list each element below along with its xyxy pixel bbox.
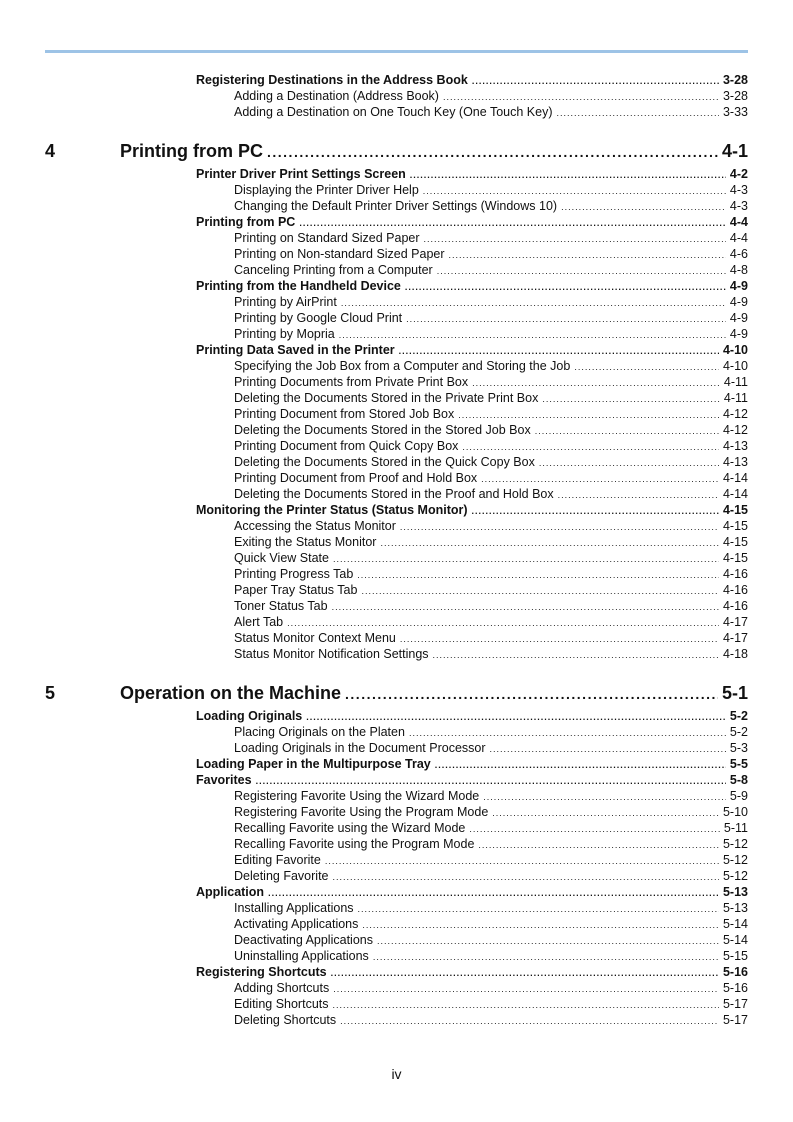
dot-leader: [561, 202, 726, 212]
toc-item[interactable]: [234, 997, 748, 1011]
toc-entry-title: Printing from PC: [120, 141, 263, 161]
toc-item[interactable]: [234, 631, 748, 645]
toc-section[interactable]: [196, 773, 748, 787]
toc-entry-page: 5-8: [729, 773, 748, 787]
toc-item[interactable]: [234, 789, 748, 803]
toc-entry-page: 4-15: [722, 519, 748, 533]
dot-leader: [373, 952, 719, 962]
toc-entry-page: 5-1: [721, 683, 748, 703]
toc-entry-page: 5-10: [722, 805, 748, 819]
toc-item[interactable]: [234, 391, 748, 405]
dot-leader: [357, 570, 719, 580]
toc-entry-title: Deleting Favorite: [234, 869, 329, 883]
toc-entry-page: 4-10: [722, 359, 748, 373]
toc-entry-page: 4-3: [729, 199, 748, 213]
toc-item[interactable]: [234, 837, 748, 851]
toc-entry-page: 4-1: [721, 141, 748, 161]
toc-entry-page: 4-6: [729, 247, 748, 261]
toc-entry-title: Deleting the Documents Stored in the Proof and Hold Box: [234, 487, 554, 501]
toc-entry-title: Printing by Google Cloud Print: [234, 311, 403, 325]
dot-leader: [339, 330, 726, 340]
dot-leader: [362, 920, 719, 930]
dot-leader: [400, 634, 719, 644]
toc-section[interactable]: [196, 215, 748, 229]
toc-entry-page: 4-16: [722, 599, 748, 613]
toc-item[interactable]: [234, 949, 748, 963]
toc-entry-title: Registering Destinations in the Address Book: [196, 73, 468, 87]
toc-item[interactable]: [234, 183, 748, 197]
toc-item[interactable]: [234, 231, 748, 245]
toc-entry-page: 5-14: [722, 917, 748, 931]
dot-leader: [341, 298, 726, 308]
toc-item[interactable]: [234, 455, 748, 469]
toc-section[interactable]: [196, 279, 748, 293]
toc-entry-page: 4-18: [722, 647, 748, 661]
toc-entry-page: 4-4: [729, 215, 748, 229]
toc-item[interactable]: [234, 725, 748, 739]
dot-leader: [574, 362, 719, 372]
dot-leader: [256, 776, 726, 786]
header-rule: [45, 50, 748, 53]
toc-entry-title: Printing by AirPrint: [234, 295, 337, 309]
toc-item[interactable]: [234, 407, 748, 421]
toc-entry-page: 5-14: [722, 933, 748, 947]
dot-leader: [437, 266, 726, 276]
toc-entry-title: Deleting Shortcuts: [234, 1013, 337, 1027]
toc-section[interactable]: [196, 885, 748, 899]
toc-entry-page: 4-11: [723, 375, 748, 389]
chapter-number: 4: [45, 141, 56, 161]
toc-entry-page: 5-15: [722, 949, 748, 963]
dot-leader: [306, 712, 726, 722]
dot-leader: [268, 888, 719, 898]
toc-chapter[interactable]: [120, 141, 748, 162]
toc-entry-title: Printing Progress Tab: [234, 567, 354, 581]
dot-leader: [400, 522, 719, 532]
toc-entry-page: 4-15: [722, 551, 748, 565]
dot-leader: [423, 186, 726, 196]
toc-item[interactable]: [234, 375, 748, 389]
toc-entry-page: 4-15: [722, 535, 748, 549]
dot-leader: [299, 218, 726, 228]
toc-entry-title: Quick View State: [234, 551, 329, 565]
toc-entry-page: 3-28: [722, 89, 748, 103]
toc-entry-title: Paper Tray Status Tab: [234, 583, 358, 597]
dot-leader: [409, 728, 726, 738]
dot-leader: [333, 1000, 719, 1010]
dot-leader: [267, 144, 718, 160]
toc-entry-page: 4-13: [722, 439, 748, 453]
toc-entry-page: 5-12: [722, 837, 748, 851]
toc-item[interactable]: [234, 295, 748, 309]
toc-entry-page: 5-17: [722, 1013, 748, 1027]
toc-entry-title: Loading Originals in the Document Processor: [234, 741, 486, 755]
toc-entry-page: 3-28: [722, 73, 748, 87]
toc-entry-title: Operation on the Machine: [120, 683, 342, 703]
dot-leader: [325, 856, 719, 866]
dot-leader: [558, 490, 719, 500]
toc-entry-page: 5-12: [722, 853, 748, 867]
toc-entry-title: Deleting the Documents Stored in the Private Print Box: [234, 391, 539, 405]
toc-entry-page: 5-16: [722, 981, 748, 995]
toc-entry-page: 5-2: [729, 725, 748, 739]
toc-item[interactable]: [234, 439, 748, 453]
toc-entry-title: Printing Document from Stored Job Box: [234, 407, 455, 421]
toc-entry-title: Adding a Destination (Address Book): [234, 89, 439, 103]
dot-leader: [358, 904, 719, 914]
toc-entry-title: Deactivating Applications: [234, 933, 373, 947]
dot-leader: [340, 1016, 719, 1026]
toc-item[interactable]: [234, 1013, 748, 1027]
toc-entry-title: Displaying the Printer Driver Help: [234, 183, 419, 197]
toc-item[interactable]: [234, 89, 748, 103]
chapter-number: 5: [45, 683, 56, 703]
toc-item[interactable]: [234, 423, 748, 437]
toc-entry-title: Alert Tab: [234, 615, 284, 629]
toc-item[interactable]: [234, 487, 748, 501]
toc-entry-page: 5-13: [722, 885, 748, 899]
toc-entry-title: Placing Originals on the Platen: [234, 725, 405, 739]
toc-item[interactable]: [234, 981, 748, 995]
toc-entry-page: 4-9: [729, 295, 748, 309]
toc-entry-title: Adding a Destination on One Touch Key (One Touch Key): [234, 105, 553, 119]
dot-leader: [377, 936, 719, 946]
dot-leader: [443, 92, 719, 102]
toc-entry-page: 5-9: [729, 789, 748, 803]
toc-entry-page: 4-14: [722, 487, 748, 501]
dot-leader: [380, 538, 719, 548]
toc-entry-page: 4-9: [729, 311, 748, 325]
toc-entry-title: Printing Data Saved in the Printer: [196, 343, 395, 357]
toc-item[interactable]: [234, 805, 748, 819]
toc-item[interactable]: [234, 311, 748, 325]
dot-leader: [333, 872, 719, 882]
toc-entry-title: Changing the Default Printer Driver Settings (Windows 10): [234, 199, 558, 213]
toc-entry-page: 4-16: [722, 583, 748, 597]
toc-entry-title: Printing on Non-standard Sized Paper: [234, 247, 445, 261]
toc-entry-page: 5-5: [729, 757, 748, 771]
toc-entry-title: Printing from the Handheld Device: [196, 279, 401, 293]
dot-leader: [410, 170, 726, 180]
toc-entry-title: Toner Status Tab: [234, 599, 328, 613]
toc-entry-title: Status Monitor Context Menu: [234, 631, 396, 645]
dot-leader: [333, 554, 719, 564]
dot-leader: [492, 808, 719, 818]
toc-entry-page: 5-17: [722, 997, 748, 1011]
toc-entry-title: Loading Paper in the Multipurpose Tray: [196, 757, 431, 771]
toc-item[interactable]: [234, 901, 748, 915]
toc-entry-title: Installing Applications: [234, 901, 354, 915]
toc-entry-title: Favorites: [196, 773, 252, 787]
toc-entry-page: 5-3: [729, 741, 748, 755]
toc-item[interactable]: [234, 535, 748, 549]
toc-entry-page: 4-8: [729, 263, 748, 277]
dot-leader: [472, 506, 719, 516]
dot-leader: [287, 618, 719, 628]
toc-item[interactable]: [234, 247, 748, 261]
toc-entry-page: 3-33: [722, 105, 748, 119]
toc-item[interactable]: [234, 917, 748, 931]
toc-entry-page: 5-16: [722, 965, 748, 979]
toc-item[interactable]: [234, 263, 748, 277]
toc-item[interactable]: [234, 615, 748, 629]
toc-entry-title: Registering Shortcuts: [196, 965, 327, 979]
toc-entry-title: Deleting the Documents Stored in the Stored Job Box: [234, 423, 531, 437]
dot-leader: [332, 602, 719, 612]
toc-entry-page: 4-16: [722, 567, 748, 581]
dot-leader: [345, 686, 718, 702]
toc-item[interactable]: [234, 471, 748, 485]
toc-item[interactable]: [234, 199, 748, 213]
toc-section[interactable]: [196, 757, 748, 771]
dot-leader: [472, 378, 720, 388]
dot-leader: [469, 824, 720, 834]
toc-entry-page: 4-3: [729, 183, 748, 197]
toc-entry-title: Monitoring the Printer Status (Status Monitor): [196, 503, 468, 517]
toc-item[interactable]: [234, 599, 748, 613]
dot-leader: [472, 76, 719, 86]
toc-entry-page: 4-10: [722, 343, 748, 357]
toc-entry-title: Uninstalling Applications: [234, 949, 369, 963]
toc-section[interactable]: [196, 167, 748, 181]
toc-item[interactable]: [234, 647, 748, 661]
toc-entry-title: Registering Favorite Using the Program Mode: [234, 805, 489, 819]
toc-entry-title: Printing Document from Quick Copy Box: [234, 439, 459, 453]
toc-entry-title: Adding Shortcuts: [234, 981, 330, 995]
dot-leader: [490, 744, 726, 754]
toc-item[interactable]: [234, 359, 748, 373]
dot-leader: [539, 458, 719, 468]
toc-section[interactable]: [196, 73, 748, 87]
dot-leader: [483, 792, 726, 802]
dot-leader: [361, 586, 719, 596]
toc-item[interactable]: [234, 519, 748, 533]
dot-leader: [331, 968, 719, 978]
toc-entry-title: Canceling Printing from a Computer: [234, 263, 433, 277]
toc-item[interactable]: [234, 551, 748, 565]
toc-item[interactable]: [234, 741, 748, 755]
toc-entry-title: Status Monitor Notification Settings: [234, 647, 429, 661]
toc-entry-page: 4-4: [729, 231, 748, 245]
toc-entry-title: Printing on Standard Sized Paper: [234, 231, 420, 245]
dot-leader: [399, 346, 719, 356]
dot-leader: [462, 442, 719, 452]
toc-entry-page: 4-15: [722, 503, 748, 517]
page-number: iv: [391, 1066, 402, 1082]
toc-entry-title: Exiting the Status Monitor: [234, 535, 377, 549]
dot-leader: [542, 394, 720, 404]
dot-leader: [435, 760, 726, 770]
dot-leader: [535, 426, 719, 436]
toc-item[interactable]: [234, 853, 748, 867]
toc-entry-page: 4-2: [729, 167, 748, 181]
toc-entry-title: Activating Applications: [234, 917, 359, 931]
toc-entry-title: Printing Document from Proof and Hold Box: [234, 471, 478, 485]
toc-entry-page: 5-11: [723, 821, 748, 835]
toc-section[interactable]: [196, 965, 748, 979]
toc-entry-title: Editing Shortcuts: [234, 997, 329, 1011]
dot-leader: [433, 650, 719, 660]
toc-item[interactable]: [234, 567, 748, 581]
toc-entry-title: Printing by Mopria: [234, 327, 335, 341]
toc-entry-title: Recalling Favorite using the Wizard Mode: [234, 821, 466, 835]
toc-entry-title: Recalling Favorite using the Program Mode: [234, 837, 475, 851]
dot-leader: [406, 314, 726, 324]
toc-section[interactable]: [196, 709, 748, 723]
toc-entry-title: Printing Documents from Private Print Box: [234, 375, 469, 389]
toc-entry-title: Editing Favorite: [234, 853, 321, 867]
toc-entry-page: 4-11: [723, 391, 748, 405]
toc-entry-page: 4-17: [722, 631, 748, 645]
toc-entry-title: Deleting the Documents Stored in the Quick Copy Box: [234, 455, 535, 469]
toc-entry-title: Application: [196, 885, 265, 899]
dot-leader: [333, 984, 719, 994]
toc-entry-page: 5-13: [722, 901, 748, 915]
toc-entry-page: 5-12: [722, 869, 748, 883]
toc-entry-page: 4-9: [729, 279, 748, 293]
toc-entry-page: 4-13: [722, 455, 748, 469]
toc-item[interactable]: [234, 933, 748, 947]
dot-leader: [478, 840, 719, 850]
toc-item[interactable]: [234, 869, 748, 883]
toc-entry-title: Printing from PC: [196, 215, 296, 229]
dot-leader: [449, 250, 726, 260]
toc-entry-title: Loading Originals: [196, 709, 303, 723]
toc-entry-title: Registering Favorite Using the Wizard Mode: [234, 789, 480, 803]
toc-entry-page: 4-9: [729, 327, 748, 341]
dot-leader: [557, 108, 719, 118]
toc-item[interactable]: [234, 821, 748, 835]
toc-entry-page: 5-2: [729, 709, 748, 723]
toc-section[interactable]: [196, 503, 748, 517]
dot-leader: [405, 282, 726, 292]
toc-item[interactable]: [234, 583, 748, 597]
toc-entry-title: Printer Driver Print Settings Screen: [196, 167, 406, 181]
toc-entry-page: 4-17: [722, 615, 748, 629]
toc-entry-page: 4-12: [722, 423, 748, 437]
toc-entry-title: Accessing the Status Monitor: [234, 519, 396, 533]
toc-section[interactable]: [196, 343, 748, 357]
dot-leader: [424, 234, 726, 244]
toc-item[interactable]: [234, 327, 748, 341]
dot-leader: [481, 474, 719, 484]
toc-entry-page: 4-12: [722, 407, 748, 421]
toc-entry-page: 4-14: [722, 471, 748, 485]
toc-entry-title: Specifying the Job Box from a Computer and Storing the Job: [234, 359, 571, 373]
dot-leader: [458, 410, 719, 420]
toc-item[interactable]: [234, 105, 748, 119]
toc-chapter[interactable]: [120, 683, 748, 704]
